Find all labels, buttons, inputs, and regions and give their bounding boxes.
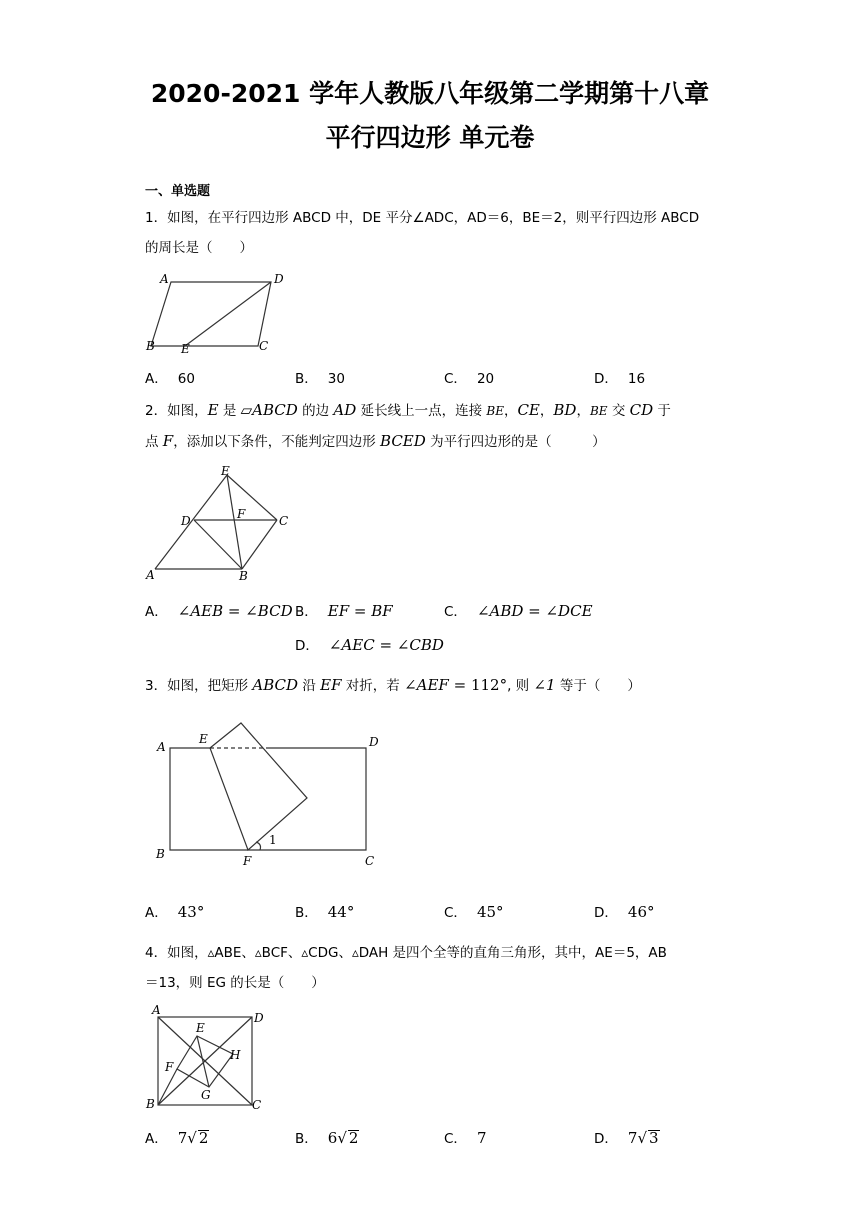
q3-option-b[interactable]: B． 44° bbox=[295, 903, 355, 921]
q2-option-c[interactable]: C． ∠ABD = ∠DCE bbox=[444, 602, 593, 620]
fig4-label-f: F bbox=[165, 1060, 174, 1074]
q2-option-a[interactable]: A． ∠AEB = ∠BCD bbox=[145, 602, 293, 620]
fig1-label-a: A bbox=[160, 272, 169, 286]
q4-option-a[interactable]: A． 7√ 2 bbox=[145, 1129, 209, 1147]
question-4-figure bbox=[140, 1000, 275, 1115]
q4-option-d[interactable]: D． 7√ 3 bbox=[594, 1129, 659, 1147]
question-1-line2: 的周长是（ ） bbox=[145, 240, 253, 256]
q4-option-c[interactable]: C． 7 bbox=[444, 1129, 487, 1147]
fig4-label-b: B bbox=[146, 1097, 155, 1111]
fig4-label-e: E bbox=[196, 1021, 205, 1035]
question-4-line1: 4．如图，▵ABE、▵BCF、▵CDG、▵DAH 是四个全等的直角三角形，其中，AE＝5，AB bbox=[145, 945, 667, 961]
q1-option-b[interactable]: B． 30 bbox=[295, 371, 345, 387]
fig2-label-e: E bbox=[221, 464, 230, 478]
fig3-label-d: D bbox=[369, 735, 379, 749]
question-1-text bbox=[145, 203, 725, 263]
q1-option-a[interactable]: A． 60 bbox=[145, 371, 195, 387]
fig1-label-c: C bbox=[259, 339, 269, 353]
section-heading: 一、单选题 bbox=[145, 184, 211, 199]
question-4-text bbox=[145, 938, 725, 998]
question-2-figure bbox=[140, 462, 300, 587]
q3-option-c[interactable]: C． 45° bbox=[444, 903, 504, 921]
fig3-label-f: F bbox=[243, 854, 252, 868]
fig4-label-c: C bbox=[252, 1098, 262, 1112]
fig1-label-d: D bbox=[274, 272, 284, 286]
q3-option-d[interactable]: D． 46° bbox=[594, 903, 655, 921]
fig4-label-h: H bbox=[230, 1048, 241, 1062]
q1-option-d[interactable]: D． 16 bbox=[594, 371, 646, 387]
question-1-line1: 1．如图，在平行四边形 ABCD 中，DE 平分∠ADC，AD＝6，BE＝2，则平行四边形 ABCD bbox=[145, 210, 700, 226]
fig3-label-a: A bbox=[157, 740, 166, 754]
question-3-line1: 3．如图，把矩形 ABCD 沿 EF 对折，若 ∠AEF = 112°, 则 ∠1 等于（ ） bbox=[145, 676, 641, 694]
fig1-label-b: B bbox=[146, 339, 155, 353]
fig1-label-e: E bbox=[181, 342, 190, 356]
question-3-figure bbox=[150, 720, 390, 870]
question-2-line1: 2．如图，E 是 ▱ABCD 的边 AD 延长线上一点，连接 BE，CE，BD，BE 交 CD 于 bbox=[145, 401, 671, 419]
q1-option-c[interactable]: C． 20 bbox=[444, 371, 495, 387]
page-title-line1: 2020-2021 学年人教版八年级第二学期第十八章 bbox=[150, 79, 710, 108]
fig2-label-d: D bbox=[181, 514, 191, 528]
page-title-line2: 平行四边形 单元卷 bbox=[325, 123, 535, 152]
question-4-line2: ＝13，则 EG 的长是（ ） bbox=[145, 975, 325, 991]
sqrt-sign-icon: √ bbox=[337, 1129, 347, 1147]
fig3-angle-1-label: 1 bbox=[269, 833, 277, 847]
fig3-label-c: C bbox=[365, 854, 375, 868]
fig2-label-a: A bbox=[146, 568, 155, 582]
sqrt-sign-icon: √ bbox=[187, 1129, 197, 1147]
fig2-label-c: C bbox=[279, 514, 289, 528]
question-3-text bbox=[145, 670, 725, 701]
question-2-text bbox=[145, 395, 725, 457]
sqrt-sign-icon: √ bbox=[637, 1129, 648, 1147]
fig2-label-f: F bbox=[237, 507, 246, 521]
q3-option-a[interactable]: A． 43° bbox=[145, 903, 205, 921]
fig4-label-d: D bbox=[254, 1011, 264, 1025]
question-1-figure bbox=[140, 268, 300, 358]
fig3-label-e: E bbox=[199, 732, 208, 746]
q2-option-b[interactable]: B． EF = BF bbox=[295, 602, 393, 620]
fig3-label-b: B bbox=[156, 847, 165, 861]
question-2-line2: 点 F，添加以下条件，不能判定四边形 BCED 为平行四边形的是（ ） bbox=[145, 432, 606, 450]
fig4-label-a: A bbox=[152, 1003, 161, 1017]
q2-option-d[interactable]: D． ∠AEC = ∠CBD bbox=[295, 636, 444, 654]
fig2-label-b: B bbox=[239, 569, 248, 583]
q4-option-b[interactable]: B． 6√ 2 bbox=[295, 1129, 359, 1147]
fig4-label-g: G bbox=[201, 1088, 211, 1102]
